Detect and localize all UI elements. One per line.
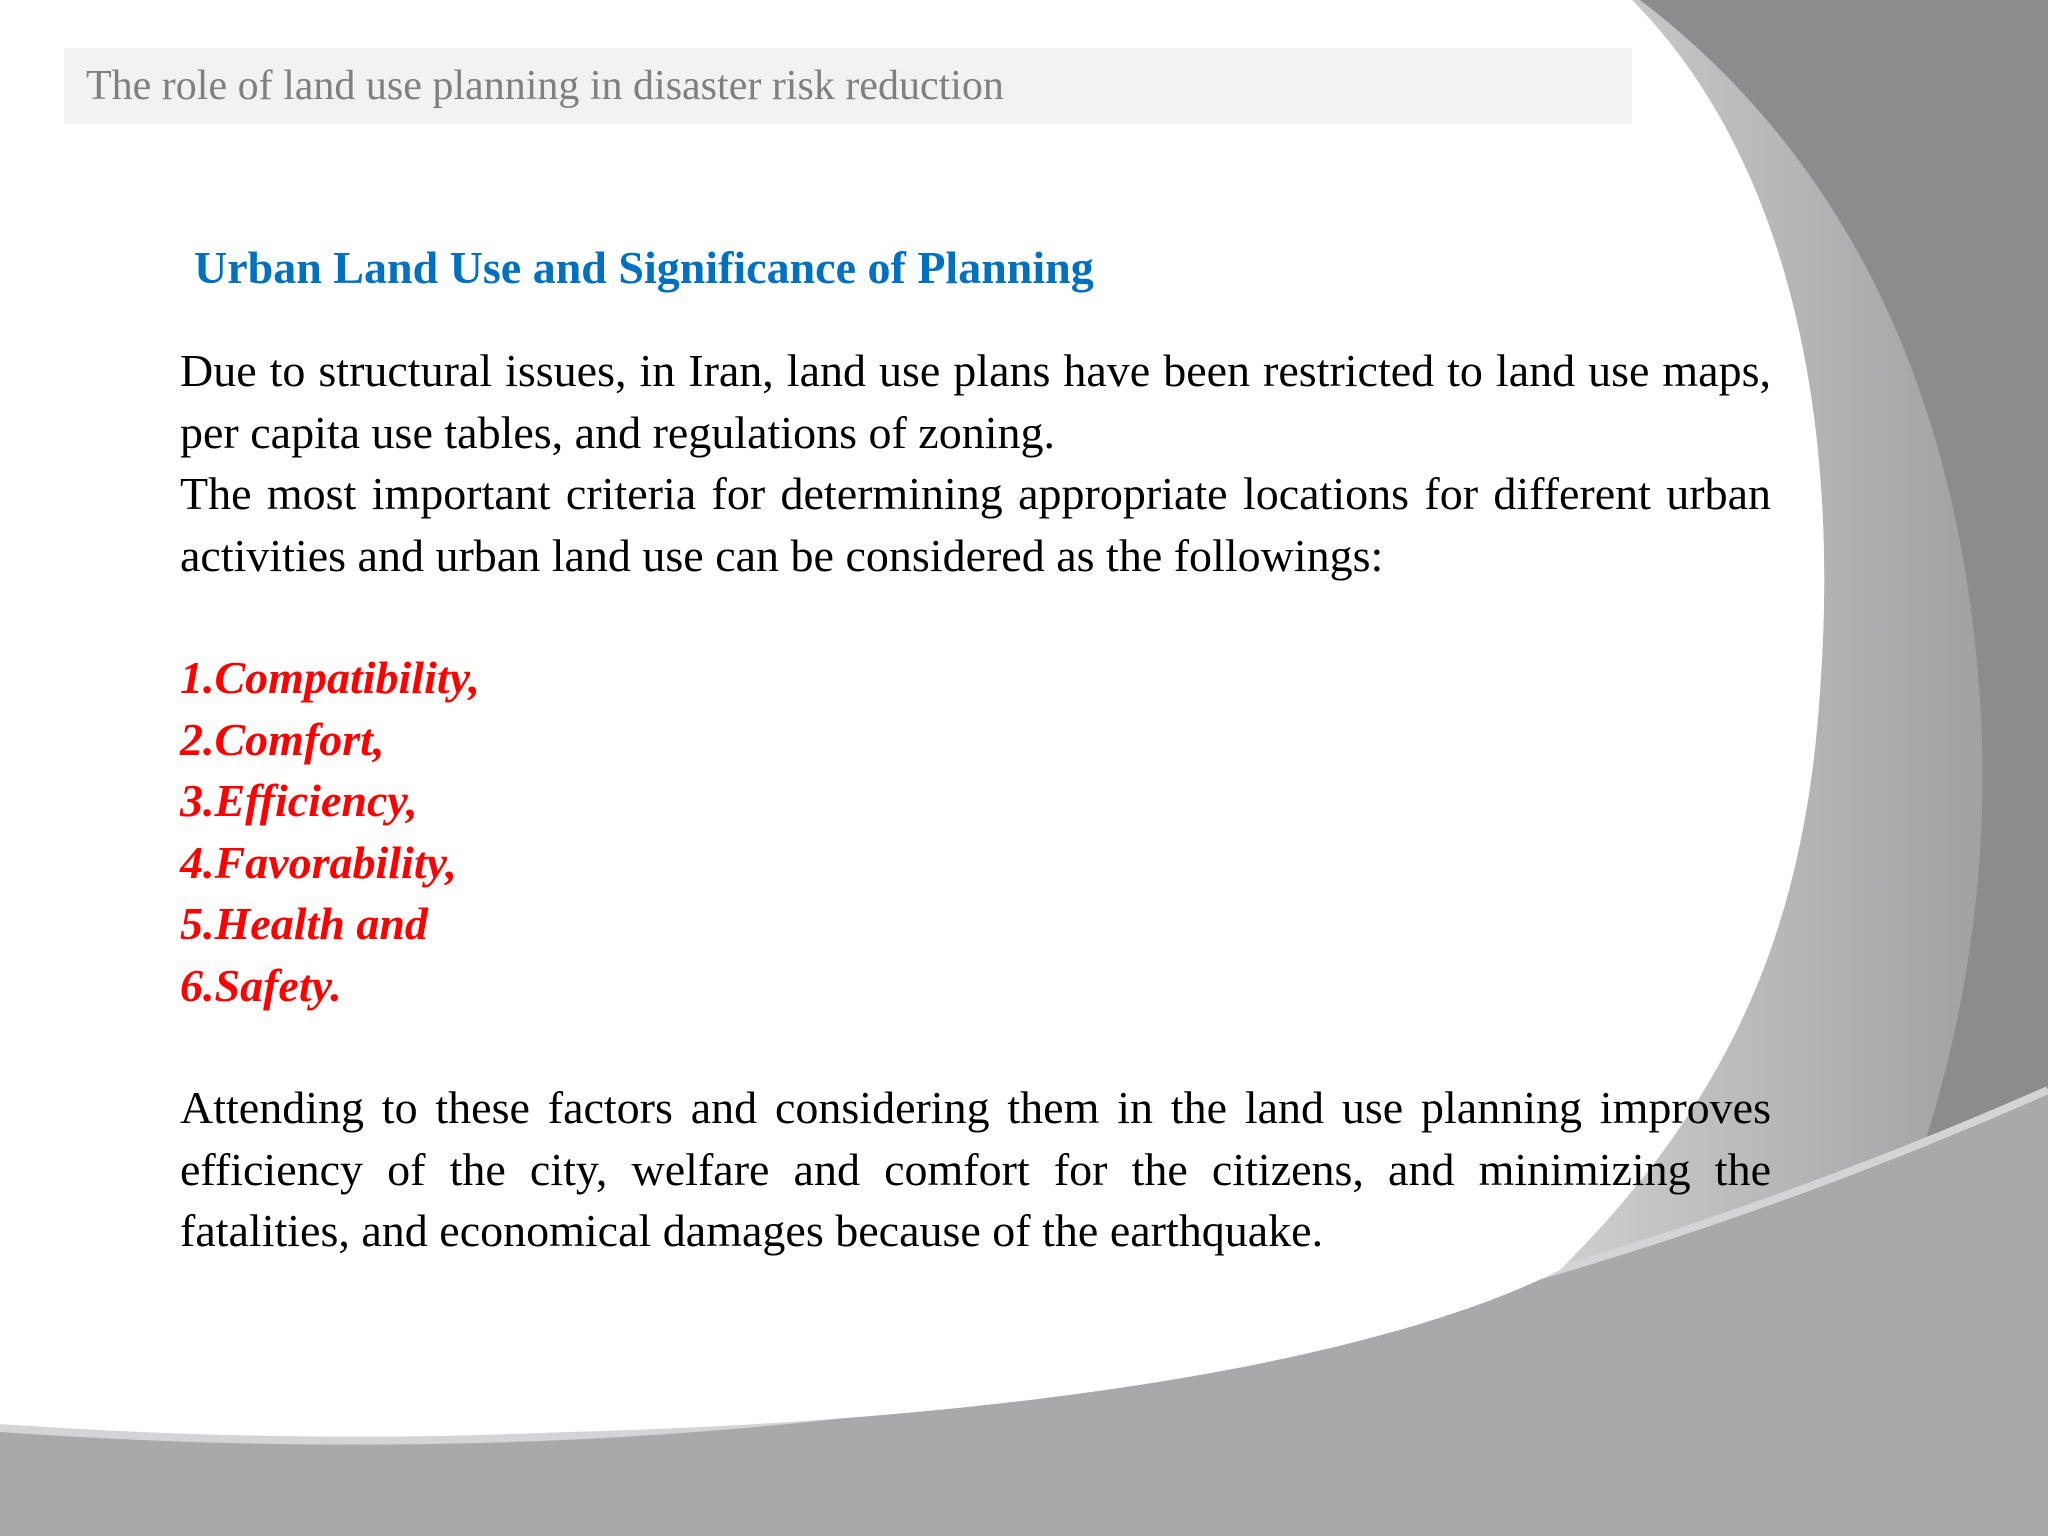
paragraph-conclusion: Attending to these factors and considering them in the land use planning improves efficiency of the city, welfare and comfort for the citizens, and minimizing the fatalities, and economical damages because of the earthquake. [180,1082,1771,1256]
slide-heading: Urban Land Use and Significance of Planning [194,242,1094,293]
criteria-item: 1.Compatibility, [180,652,480,703]
criteria-item: 5.Health and [180,898,428,949]
slide-header-title: The role of land use planning in disaster risk reduction [86,63,1004,109]
criteria-item: 6.Safety. [180,959,342,1011]
criteria-list [180,647,1771,1016]
header-bar [64,48,1632,124]
slide-content [180,236,1771,1262]
criteria-item: 2.Comfort, [180,713,385,765]
criteria-item: 3.Efficiency, [180,775,418,826]
paragraph-structural-issues: Due to structural issues, in Iran, land use plans have been restricted to land use maps, per capita use tables, and regulations of zoning. [180,345,1771,458]
paragraph-criteria-intro: The most important criteria for determining appropriate locations for different urban activities and urban land use can be considered as the followings: [180,468,1771,581]
criteria-item: 4.Favorability, [180,836,457,888]
